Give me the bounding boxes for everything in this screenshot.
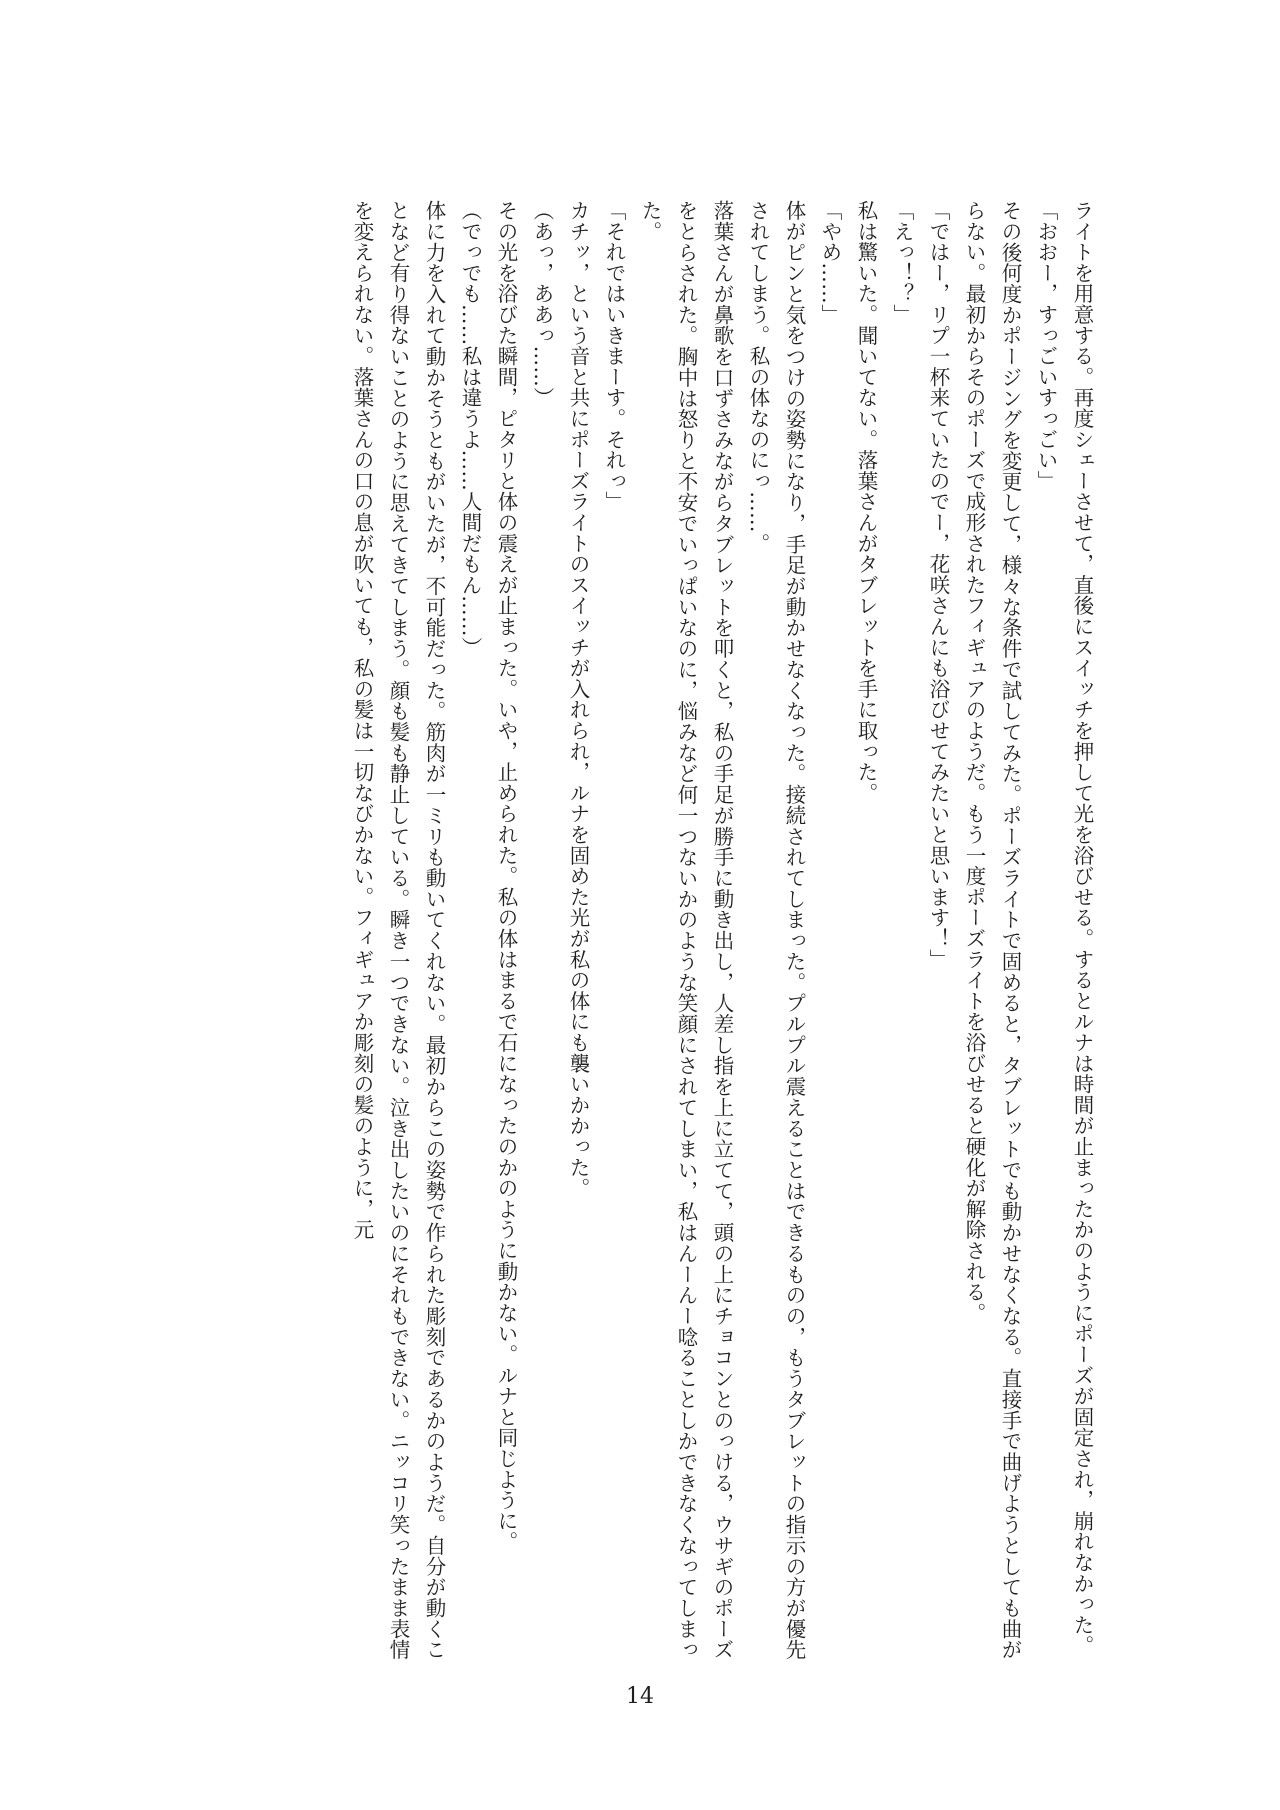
paragraph: 私は驚いた。聞いてない。落葉さんがタブレットを手に取った。	[854, 200, 878, 804]
paragraph: （あっ，ああっ……）	[530, 200, 554, 408]
paragraph: カチッ，という音と共にポーズライトのスイッチが入れられ，ルナを固めた光が私の体にも襲いかかった。	[566, 200, 590, 1199]
vertical-text-body	[170, 200, 1100, 1660]
paragraph: その後何度かポージングを変更して，様々な条件で試してみた。ポーズライトで固めると，タブレットでも動かせなくなる。直接手で曲げようとしても曲がらない。最初からそのポーズで成形されたフィギュアのようだ。もう一度ポーズライトを浴びせると硬化が解除される。	[962, 200, 1022, 1660]
paragraph: 体がピンと気をつけの姿勢になり，手足が動かせなくなった。接続されてしまった。プルプル震えることはできるものの，もうタブレットの指示の方が優先されてしまう。私の体なのにっ……。	[746, 200, 806, 1660]
paragraph: 落葉さんが鼻歌を口ずさみながらタブレットを叩くと，私の手足が勝手に動き出し，人差し指を上に立てて，頭の上にチョコンとのっける，ウサギのポーズをとらされた。胸中は怒りと不安でいっぱいなのに，悩みなど何一つないかのような笑顔にされてしまい，私はんーんー唸ることしかできなくなってしまった。	[638, 200, 734, 1660]
paragraph: ライトを用意する。再度シェーさせて，直後にスイッチを押して光を浴びせる。するとルナは時間が止まったかのようにポーズが固定され，崩れなかった。	[1070, 200, 1094, 1656]
paragraph: （でっでも……私は違うよ……人間だもん……）	[458, 200, 482, 658]
paragraph: 「ではー，リプ一杯来ていたのでー，花咲さんにも浴びせてみたいと思います！」	[926, 200, 950, 970]
paragraph: 「それではいきまーす。それっ」	[602, 200, 626, 512]
paragraph: 「えっ！？」	[890, 200, 914, 325]
paragraph: その光を浴びた瞬間，ピタリと体の震えが止まった。いや，止められた。私の体はまるで石になったのかのように動かない。ルナと同じように。	[494, 200, 518, 1552]
page-number: 14	[626, 1684, 654, 1709]
paragraph: 「やめ……」	[818, 200, 842, 325]
paragraph: 「おおー，すっごいすっごい」	[1034, 200, 1058, 492]
paragraph: 体に力を入れて動かそうともがいたが，不可能だった。筋肉が一ミリも動いてくれない。最初からこの姿勢で作られた彫刻であるかのようだ。自分が動くことなど有り得ないことのように思えてきてしまう。顔も髪も静止している。瞬き一つできない。泣き出したいのにそれもできない。ニッコリ笑ったまま表情を変えられない。落葉さんの口の息が吹いても，私の髪は一切なびかない。フィギュアか彫刻の髪のように，元	[350, 200, 446, 1660]
